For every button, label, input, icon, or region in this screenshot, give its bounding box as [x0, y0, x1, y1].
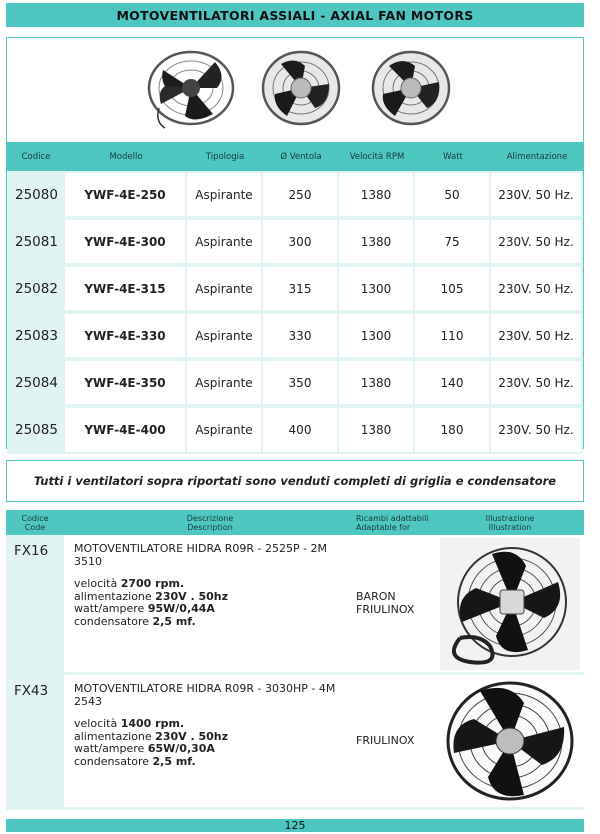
cell-rpm: 1380 [339, 173, 413, 216]
header-description [64, 510, 356, 535]
header-desc-en: Description [187, 522, 233, 532]
cell-diameter: 330 [263, 314, 337, 357]
cell-watt: 180 [415, 408, 489, 451]
fan-table-body [7, 171, 583, 454]
fan-table-header [7, 142, 583, 171]
power-value: 230V . 50hz [155, 589, 229, 603]
speed-value: 2700 rpm. [120, 577, 185, 590]
product-name: MOTOVENTILATORE HIDRA R09R - 3030HP - 4M 2543 [74, 682, 336, 708]
fan-image-3 [369, 48, 453, 130]
table-row [7, 312, 583, 359]
note-box [6, 460, 584, 502]
speed-label: velocità [74, 717, 121, 730]
header-codice: Codice [21, 151, 51, 162]
product-row-fx43 [6, 675, 584, 807]
cell-rpm: 1380 [339, 361, 413, 404]
table-row [7, 406, 583, 453]
watt-value: 95W/0,44A [147, 602, 215, 615]
cell-rpm: 1300 [339, 314, 413, 357]
product-spares [356, 535, 436, 672]
product-row-fx16 [6, 535, 584, 672]
cell-model: YWF-4E-315 [65, 267, 185, 310]
cell-rpm: 1380 [339, 220, 413, 263]
header-code [6, 510, 64, 535]
cell-code: 25083 [7, 314, 65, 357]
cell-type: Aspirante [187, 361, 261, 404]
note-text: Tutti i ventilatori sopra riportati sono venduti completi di griglia e condensatore [33, 474, 557, 488]
spare-item: BARON [356, 590, 396, 603]
cell-type: Aspirante [187, 173, 261, 216]
header-rpm: Velocità RPM [349, 151, 405, 162]
capacitor-label: condensatore [74, 614, 153, 628]
cell-type: Aspirante [187, 267, 261, 310]
watt-value: 65W/0,30A [147, 742, 215, 755]
cell-power: 230V. 50 Hz. [491, 267, 581, 310]
page-number: 125 [284, 819, 306, 832]
header-watt: Watt [443, 151, 463, 162]
product-spares [356, 675, 436, 807]
cell-code: 25082 [7, 267, 65, 310]
row-separator [6, 807, 584, 810]
table-row [7, 359, 583, 406]
header-spare-it: Ricambi adattabili [356, 513, 429, 523]
product-illustration [436, 535, 584, 672]
header-spares [356, 510, 436, 535]
speed-label: velocità [74, 577, 121, 590]
cell-watt: 110 [415, 314, 489, 357]
cell-type: Aspirante [187, 220, 261, 263]
fan-image-2 [259, 48, 343, 130]
capacitor-value: 2,5 mf. [152, 754, 196, 768]
product-code: FX16 [6, 535, 64, 672]
power-value: 230V . 50hz [155, 729, 229, 743]
header-ill-en: Illustration [488, 522, 532, 532]
header-ventola: Ø Ventola [280, 151, 322, 162]
header-modello: Modello [109, 151, 143, 162]
cell-rpm: 1380 [339, 408, 413, 451]
header-tipologia: Tipologia [205, 151, 245, 162]
cell-diameter: 250 [263, 173, 337, 216]
cell-model: YWF-4E-330 [65, 314, 185, 357]
cell-watt: 50 [415, 173, 489, 216]
spare-item: FRIULINOX [356, 602, 415, 616]
product-illustration [436, 675, 584, 807]
spare-item: FRIULINOX [356, 733, 415, 747]
page-footer [6, 819, 584, 832]
cell-model: YWF-4E-350 [65, 361, 185, 404]
cell-rpm: 1300 [339, 267, 413, 310]
speed-value: 1400 rpm. [120, 717, 185, 730]
fan-image-1 [145, 48, 237, 130]
cell-watt: 140 [415, 361, 489, 404]
product-code: FX43 [6, 675, 64, 807]
cell-type: Aspirante [187, 314, 261, 357]
header-illustration [436, 510, 584, 535]
header-spare-en: Adaptable for [356, 522, 411, 532]
fan-table-section [6, 37, 584, 449]
fan-image-fx16 [440, 538, 580, 670]
cell-power: 230V. 50 Hz. [491, 314, 581, 357]
spares-table-header [6, 510, 584, 535]
table-row [7, 171, 583, 218]
cell-model: YWF-4E-300 [65, 220, 185, 263]
cell-power: 230V. 50 Hz. [491, 173, 581, 216]
cell-code: 25081 [7, 220, 65, 263]
product-description [64, 675, 356, 807]
cell-diameter: 400 [263, 408, 337, 451]
table-row [7, 265, 583, 312]
cell-watt: 105 [415, 267, 489, 310]
power-label: alimentazione [74, 589, 156, 603]
header-code-en: Code [24, 522, 46, 532]
power-label: alimentazione [74, 729, 156, 743]
cell-code: 25084 [7, 361, 65, 404]
header-desc-it: Descrizione [186, 513, 234, 523]
page-title: MOTOVENTILATORI ASSIALI - AXIAL FAN MOTORS [116, 7, 474, 23]
capacitor-value: 2,5 mf. [152, 614, 196, 628]
watt-label: watt/ampere [74, 602, 148, 615]
header-ill-it: Illustrazione [485, 513, 535, 523]
cell-diameter: 315 [263, 267, 337, 310]
cell-type: Aspirante [187, 408, 261, 451]
fan-image-fx43 [440, 677, 580, 805]
cell-model: YWF-4E-400 [65, 408, 185, 451]
cell-code: 25080 [7, 173, 65, 216]
fan-images [7, 38, 583, 142]
watt-label: watt/ampere [74, 742, 148, 755]
header-alimentazione: Alimentazione [506, 151, 568, 162]
table-row [7, 218, 583, 265]
product-name: MOTOVENTILATORE HIDRA R09R - 2525P - 2M 3510 [74, 542, 328, 568]
cell-diameter: 300 [263, 220, 337, 263]
cell-power: 230V. 50 Hz. [491, 220, 581, 263]
header-code-it: Codice [21, 513, 49, 523]
cell-power: 230V. 50 Hz. [491, 361, 581, 404]
cell-diameter: 350 [263, 361, 337, 404]
page-title-bar [6, 3, 584, 27]
cell-power: 230V. 50 Hz. [491, 408, 581, 451]
product-description [64, 535, 356, 672]
cell-model: YWF-4E-250 [65, 173, 185, 216]
capacitor-label: condensatore [74, 754, 153, 768]
cell-watt: 75 [415, 220, 489, 263]
cell-code: 25085 [7, 408, 65, 451]
